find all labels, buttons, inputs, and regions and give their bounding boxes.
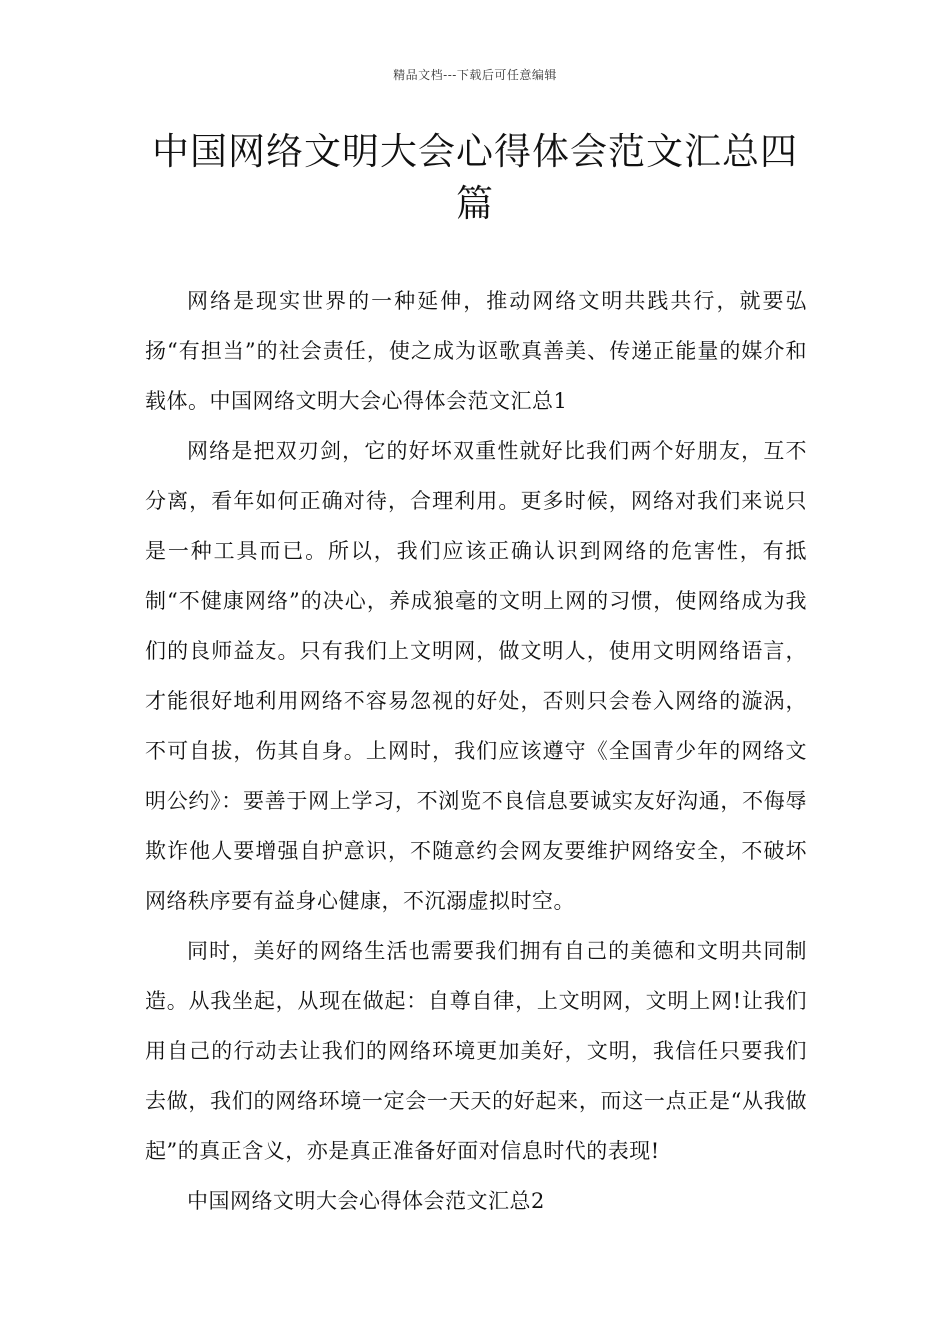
document-body bbox=[145, 276, 807, 1226]
paragraph-essay-1-conclusion: 同时，美好的网络生活也需要我们拥有自己的美德和文明共同制造。从我坐起，从现在做起：自尊自律，上文明网，文明上网!让我们用自己的行动去让我们的网络环境更加美好，文明，我信任只要我们去做，我们的网络环境一定会一天天的好起来，而这一点正是“从我做起”的真正含义，亦是真正准备好面对信息时代的表现! bbox=[145, 939, 807, 1163]
paragraph-intro: 网络是现实世界的一种延伸，推动网络文明共践共行，就要弘扬“有担当”的社会责任，使之成为讴歌真善美、传递正能量的媒介和载体。中国网络文明大会心得体会范文汇总1 bbox=[145, 289, 807, 413]
header-note: 精品文档---下载后可任意编辑 bbox=[393, 68, 557, 82]
document-title: 中国网络文明大会心得体会范文汇总四篇 bbox=[152, 130, 798, 225]
section-heading-essay-2: 中国网络文明大会心得体会范文汇总2 bbox=[187, 1189, 545, 1213]
paragraph-essay-1-body: 网络是把双刃剑，它的好坏双重性就好比我们两个好朋友，互不分离，看年如何正确对待，合理利用。更多时候，网络对我们来说只是一种工具而已。所以，我们应该正确认识到网络的危害性，有抵制“不健康网络”的决心，养成狼毫的文明上网的习惯，使网络成为我们的良师益友。只有我们上文明网，做文明人，使用文明网络语言，才能很好地利用网络不容易忽视的好处，否则只会卷入网络的漩涡，不可自拔，伤其自身。上网时，我们应该遵守《全国青少年的网络文明公约》：要善于网上学习，不浏览不良信息要诚实友好沟通，不侮辱欺诈他人要增强自护意识，不随意约会网友要维护网络安全，不破坏网络秩序要有益身心健康，不沉溺虚拟时空。 bbox=[145, 439, 807, 913]
